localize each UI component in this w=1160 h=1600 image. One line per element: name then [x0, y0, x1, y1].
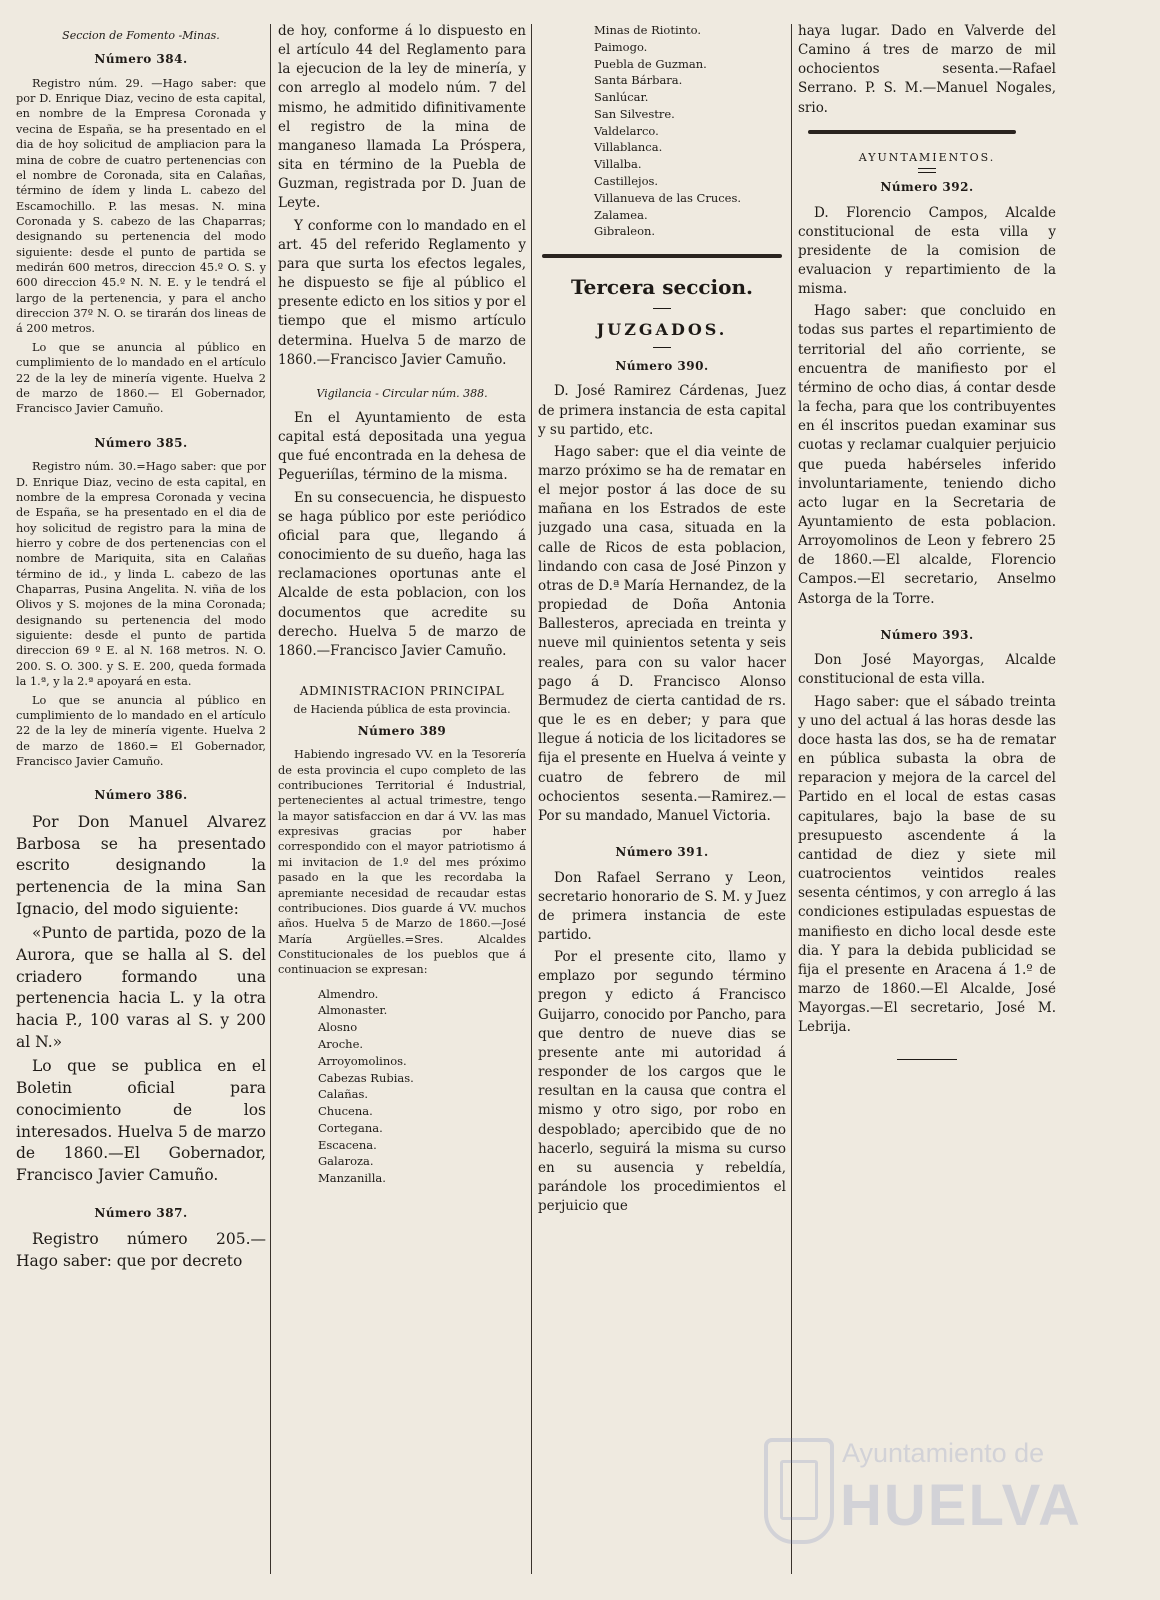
administracion-subheading: de Hacienda pública de esta provincia.	[293, 702, 511, 716]
notice-393-head: Don José Mayorgas, Alcalde constitucional de esta villa.	[798, 652, 1056, 688]
end-rule	[897, 1059, 957, 1060]
title-dash	[918, 168, 936, 169]
town-item: Manzanilla.	[318, 1171, 386, 1186]
watermark-line-2: HUELVA	[840, 1473, 1082, 1538]
section-divider	[542, 254, 782, 258]
notice-heading-392: Número 392.	[880, 179, 974, 194]
notice-392-head: D. Florencio Campos, Alcalde constitucional de esta villa y presidente de la comision de evaluacion y repartimiento de la misma.	[798, 204, 1056, 298]
title-dash	[653, 347, 671, 348]
town-item: San Silvestre.	[594, 106, 675, 121]
town-item: Puebla de Guzman.	[594, 56, 707, 71]
notice-385-text: Registro núm. 30.=Hago saber: que por D. Enrique Diaz, vecino de esta capital, en nombre de la empresa Coronada y vecina de España, se ha presentado en el dia de hoy solicitud de registro para la mina de hierro y cobre de dos pertenencias con el nombre de Mariquita, sita en Calañas término de id., y linda L. cabezo de las Chaparras, Pusina Angelita. N. viña de los Olivos y S. mojones de la mina Coronada; designando su pertenencia del modo siguiente: desde el punto de partida direccion 69 º E. al N. 168 metros. N. O. 200. S. O. 300. y S. E. 200, queda formada la 1.ª, y la 2.ª apoyará en esta.	[16, 460, 266, 689]
vigilancia-text: En el Ayuntamiento de esta capital está depositada una yegua que fué encontrada en la dehesa de Pegueriílas, término de la misma.	[278, 409, 526, 484]
town-item: Castillejos.	[594, 174, 659, 189]
column-3	[538, 22, 786, 1580]
town-item: Zalamea.	[594, 207, 648, 222]
town-item: Cortegana.	[318, 1120, 383, 1135]
column-divider	[531, 24, 532, 1574]
town-item: Almendro.	[318, 986, 379, 1001]
tercera-seccion-title: Tercera seccion.	[571, 275, 753, 300]
title-dash	[653, 308, 671, 309]
notice-385-closing: Lo que se anuncia al público en cumplimiento de lo mandado en el artículo 22 de la ley de minería vigente. Huelva 2 de marzo de 1860.= El Gobernador, Francisco Javier Camuño.	[16, 693, 266, 768]
town-item: Almonaster.	[318, 1003, 388, 1018]
ayuntamientos-title: AYUNTAMIENTOS.	[858, 150, 996, 164]
shield-icon	[764, 1438, 834, 1544]
notice-390-head: D. José Ramirez Cárdenas, Juez de primera instancia de esta capital y su partido, etc.	[538, 383, 786, 438]
notice-heading-386: Número 386.	[94, 788, 188, 803]
town-item: Villablanca.	[594, 140, 663, 155]
town-list-1	[318, 986, 526, 1187]
vigilancia-closing: En su consecuencia, he dispuesto se haga público por este periódico oficial para que, llegando á conocimiento de su dueño, haga las reclamaciones oportunas ante el Alcalde de esta poblacion, con los documentos que acredite su derecho. Huelva 5 de marzo de 1860.—Francisco Javier Camuño.	[278, 489, 526, 659]
notice-heading-389: Número 389	[357, 723, 447, 738]
notice-386-closing: Lo que se publica en el Boletin oficial para conocimiento de los interesados. Huelva 5 de marzo de 1860.—El Gobernador, Francisco Javier Camuño.	[16, 1057, 266, 1184]
column-divider	[270, 24, 271, 1574]
section-divider	[808, 130, 1016, 134]
notice-386-quote: «Punto de partida, pozo de la Aurora, que se halla al S. del criadero formando una pertenencia hacia L. y la otra hacia P., 100 varas al S. y 200 al N.»	[16, 924, 266, 1051]
juzgados-title: JUZGADOS.	[596, 319, 728, 339]
notice-392-text: Hago saber: que concluido en todas sus partes el repartimiento de territorial del año corriente, se encuentra de manifiesto por el término de ocho dias, á contar desde la fecha, para que los contribuyentes en él inscritos puedan examinar sus cuotas y reclamar cualquier perjuicio que pueda habérseles inferido involuntariamente, teniendo dicho acto lugar en la Secretaria de Ayuntamiento de esta poblacion. Arroyomolinos de Leon y febrero 25 de 1860.—El alcalde, Florencio Campos.—El secretario, Anselmo Astorga de la Torre.	[798, 303, 1056, 607]
notice-393-text: Hago saber: que el sábado treinta y uno del actual á las horas desde las doce hasta las dos, se ha de rematar en pública subasta la obra de reparacion y mejora de la carcel del Partido en el local de estas casas capitulares, bajo la base de su presupuesto ascendente á la cantidad de diez y siete mil cuatrocientos veintidos reales sesenta céntimos, y con arreglo á las condiciones estipuladas espuestas de manifiesto en dicho local desde este dia. Y para la debida publicidad se fija el presente en Aracena á 1.º de marzo de 1860.—El Alcalde, José Mayorgas.—El secretario, José M. Lebrija.	[798, 693, 1056, 1036]
town-item: Valdelarco.	[594, 123, 659, 138]
town-item: Cabezas Rubias.	[318, 1070, 414, 1085]
section-title-fomento: Seccion de Fomento -Minas.	[62, 29, 220, 42]
town-item: Villalba.	[594, 157, 642, 172]
ayuntamiento-huelva-watermark	[764, 1428, 1082, 1548]
notice-387-closing: Y conforme con lo mandado en el art. 45 del referido Reglamento y para que surta los efectos legales, he dispuesto se fije al público el presente edicto en los sitios y por el tiempo que el mismo artículo determina. Huelva 5 de marzo de 1860.—Francisco Javier Camuño.	[278, 217, 526, 368]
notice-heading-387: Número 387.	[94, 1205, 188, 1220]
notice-heading-385: Número 385.	[94, 435, 188, 450]
watermark-line-1: Ayuntamiento de	[842, 1438, 1045, 1468]
notice-387-text: Registro número 205.— Hago saber: que por decreto	[16, 1230, 266, 1270]
notice-384-text: Registro núm. 29. —Hago saber: que por D. Enrique Diaz, vecino de esta capital, en nombre de la Empresa Coronada y vecina de España, se ha presentado en el dia de hoy solicitud de ampliacion para la mina de cobre de cuatro pertenencias con el nombre de Coronada, sita en Calañas, término de ídem y linda L. cabezo del Escamochillo. P. las mesas. N. mina Coronada y S. cabezo de las Chaparras; designando su pertenencia del modo siguiente: desde el punto de partida se medirán 600 metros, direccion 45.º O. S. y 600 direccion 45.º N. N. E. y le tendrá el largo de la pertenencia, y para el ancho direccion 37º N. O. se tirarán dos lineas de á 200 metros.	[16, 76, 266, 336]
town-item: Gibraleon.	[594, 224, 656, 239]
town-item: Galaroza.	[318, 1154, 374, 1169]
vigilancia-heading: Vigilancia - Circular núm. 388.	[316, 386, 488, 400]
town-item: Chucena.	[318, 1104, 373, 1119]
town-item: Paimogo.	[594, 39, 648, 54]
notice-heading-391: Número 391.	[615, 844, 709, 859]
town-item: Aroche.	[318, 1037, 364, 1052]
notice-391-text: Por el presente cito, llamo y emplazo por segundo término pregon y edicto á Francisco Guijarro, conocido por Pancho, para que dentro de nueve dias se presente ante mi autoridad á responder de los cargos que le resultan en la causa que contra el mismo y otro sigo, por robo en despoblado; apercibido que de no hacerlo, seguirá la misma su curso en su ausencia y rebeldía, parándole los procedimientos el perjuicio que	[538, 949, 786, 1215]
town-item: Arroyomolinos.	[318, 1053, 407, 1068]
notice-heading-393: Número 393.	[880, 627, 974, 642]
title-dash	[918, 172, 936, 173]
town-list-2	[594, 22, 786, 240]
notice-heading-390: Número 390.	[615, 358, 709, 373]
notice-391-head: Don Rafael Serrano y Leon, secretario honorario de S. M. y Juez de primera instancia de este partido.	[538, 869, 786, 943]
notice-384-closing: Lo que se anuncia al público en cumplimiento de lo mandado en el artículo 22 de la ley de minería vigente. Huelva 2 de marzo de 1860.— El Gobernador, Francisco Javier Camuño.	[16, 340, 266, 416]
notice-386-text: Por Don Manuel Alvarez Barbosa se ha presentado escrito designando la pertenencia de la mina San Ignacio, del modo siguiente:	[16, 812, 266, 918]
town-item: Villanueva de las Cruces.	[594, 190, 742, 205]
town-item: Calañas.	[318, 1087, 369, 1102]
column-2	[278, 22, 526, 1580]
notice-390-text: Hago saber: que el dia veinte de marzo próximo se ha de rematar en el mejor postor á las doce de su mañana en los Estrados de este juzgado una casa, situada en la calle de Ricos de esta poblacion, lindando con casa de José Pinzon y otras de D.ª María Hernandez, de la propiedad de Doña Antonia Ballesteros, apreciada en treinta y nueve mil quinientos setenta y seis reales, para con su valor hacer pago á D. Francisco Alonso Bermudez de cierta cantidad de rs. que le es en deber; y para que llegue á noticia de los licitadores se fija el presente en Huelva á veinte y cuatro de febrero de mil ochocientos sesenta.—Ramirez.—Por su mandado, Manuel Victoria.	[538, 443, 786, 824]
town-item: Escacena.	[318, 1137, 377, 1152]
town-item: Sanlúcar.	[594, 90, 649, 105]
town-item: Minas de Riotinto.	[594, 23, 702, 37]
notice-391-continued: haya lugar. Dado en Valverde del Camino á tres de marzo de mil ochocientos sesenta.—Rafael Serrano. P. S. M.—Manuel Nogales, srio.	[798, 23, 1056, 116]
column-4	[798, 22, 1056, 1580]
administracion-heading: ADMINISTRACION PRINCIPAL	[299, 684, 505, 699]
town-item: Alosno	[318, 1020, 358, 1035]
notice-heading-384: Número 384.	[94, 52, 188, 67]
notice-389-text: Habiendo ingresado VV. en la Tesorería de esta provincia el cupo completo de las contribuciones Territorial é Industrial, pertenecientes al actual trimestre, tengo la mayor satisfaccion en dar á VV. las mas expresivas gracias por haber correspondido con el mayor patriotismo á mi invitacion de 1.º del mes próximo pasado en la que les recordaba la apremiante necesidad de recaudar estas contribuciones. Dios guarde á VV. muchos años. Huelva 5 de Marzo de 1860.—José María Argüelles.=Sres. Alcaldes Constitucionales de los pueblos que á continuacion se expresan:	[278, 748, 526, 977]
town-item: Santa Bárbara.	[594, 73, 683, 88]
column-divider	[791, 24, 792, 1574]
column-1	[16, 22, 266, 1580]
notice-387-continued: de hoy, conforme á lo dispuesto en el artículo 44 del Reglamento para la ejecucion de la ley de minería, y con arreglo al modelo núm. 7 del mismo, he admitido difinitivamente el registro de la mina de manganeso llamada La Próspera, sita en término de la Puebla de Guzman, registrada por D. Juan de Leyte.	[278, 23, 526, 212]
